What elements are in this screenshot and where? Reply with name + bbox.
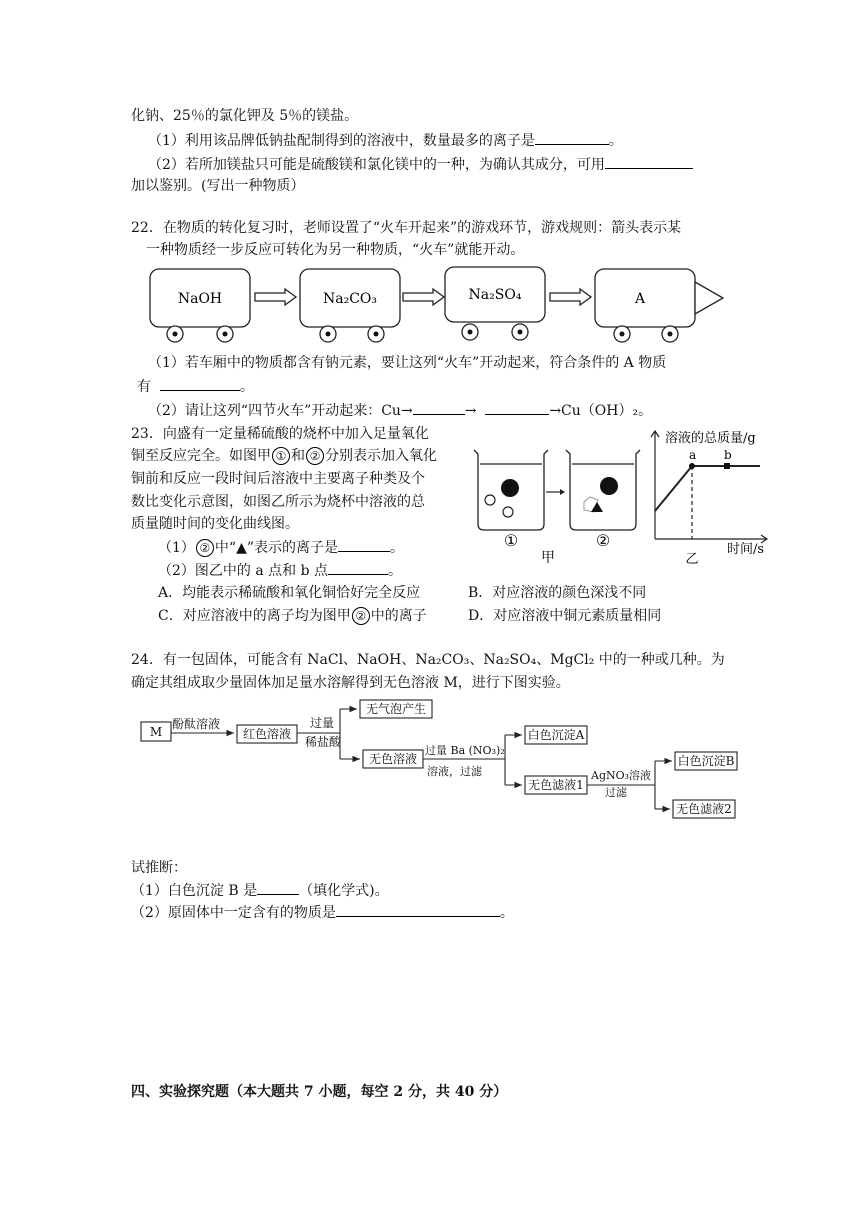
q22-part1: （1）若车厢中的物质都含有钠元素，要让这列“火车”开动起来，符合条件的 A 物质	[148, 355, 667, 371]
car-label-3: Na₂SO₄	[468, 287, 522, 303]
point-b	[724, 463, 730, 469]
figure-caption-jia: 甲	[541, 550, 555, 566]
q23-option-a: A．均能表示稀硫酸和氧化铜恰好完全反应	[158, 585, 421, 601]
q23-stem-line5: 质量随时间的变化曲线图。	[131, 516, 299, 532]
mass-curve	[655, 466, 760, 511]
point-b-label: b	[724, 448, 732, 462]
q24-stem-line2: 确定其组成取少量固体加足量水溶解得到无色溶液 M，进行下图实验。	[131, 675, 570, 691]
label-agno3: AgNO₃溶液	[591, 769, 652, 782]
mass-time-chart	[645, 423, 775, 568]
train-arrow-1	[255, 289, 296, 305]
ion-large-dark	[501, 479, 519, 497]
q23-option-b: B．对应溶液的颜色深浅不同	[468, 585, 647, 601]
q22-stem-line2: 一种物质经一步反应可转化为另一种物质，“火车”就能开动。	[146, 242, 525, 258]
q24-part1-end: （填化学式)。	[299, 883, 389, 899]
circle-num-2: ②	[306, 447, 324, 465]
label-m: M	[149, 725, 163, 739]
q23-part1	[158, 537, 404, 558]
arrow-head	[560, 489, 565, 495]
beaker-figure	[466, 440, 646, 570]
q21-part1	[148, 130, 623, 151]
point-a	[689, 463, 695, 469]
q22-part2-blank1	[413, 400, 465, 415]
section-4-heading: 四、实验探究题（本大题共 7 小题，每空 2 分，共 40 分）	[131, 1084, 508, 1100]
beaker-label-1: ①	[503, 531, 519, 550]
q23-part1-text: 中“▲”表示的离子是	[214, 540, 339, 556]
q21-part2-cont: 加以鉴别。(写出一种物质）	[131, 178, 305, 194]
q23-option-c-pre: C．对应溶液中的离子均为图甲	[158, 608, 351, 624]
label-red-solution: 红色溶液	[242, 727, 292, 741]
q22-stem-line1: 22．在物质的转化复习时，老师设置了“火车开起来”的游戏环节，游戏规则：箭头表示某	[131, 220, 682, 236]
q23-part2-blank	[328, 560, 388, 575]
q22-part2-blank2	[485, 400, 549, 415]
q22-part1-blank	[160, 376, 240, 391]
q22-part1-has: 有	[137, 379, 151, 395]
label-filtrate-1: 无色滤液1	[528, 778, 584, 792]
q23-stem-text: 铜至反应完全。如图甲	[131, 448, 271, 464]
q21-intro-line: 化钠、25％的氯化钾及 5％的镁盐。	[131, 108, 359, 124]
label-dilute-hcl: 稀盐酸	[305, 735, 342, 749]
q23-stem-text: 和	[291, 448, 305, 464]
q24-part1	[131, 880, 389, 901]
q24-part2	[131, 902, 514, 923]
label-white-ppt-a: 白色沉淀A	[527, 728, 585, 742]
q23-part1-blank	[338, 537, 390, 552]
q21-part2-blank	[605, 154, 693, 169]
q24-stem-line1: 24．有一包固体，可能含有 NaCl、NaOH、Na₂CO₃、Na₂SO₄、MgCl₂ 中的一种或几种。为	[131, 652, 725, 668]
q22-part2-arrow: →	[464, 403, 477, 419]
q23-stem-line4: 数比变化示意图，如图乙所示为烧杯中溶液的总	[131, 494, 425, 510]
circle-num-2: ②	[196, 539, 214, 557]
triangle-ion-icon	[591, 502, 603, 512]
ion-large-dark	[600, 477, 618, 495]
q23-part1-end: 。	[390, 540, 405, 556]
q21-part1-end: 。	[608, 133, 623, 149]
q23-part1-pre: （1）	[158, 540, 195, 556]
q23-stem-line3: 铜前和反应一段时间后溶液中主要离子种类及个	[131, 471, 425, 487]
q24-part2-end: 。	[499, 905, 514, 921]
q22-part1-end: 。	[239, 379, 254, 395]
q22-part2-pre: （2）请让这列“四节火车”开动起来：Cu→	[148, 403, 413, 419]
q22-part2-post: →Cu（OH）₂。	[549, 403, 653, 419]
q22-part2	[148, 400, 652, 421]
q21-part1-text: （1）利用该品牌低钠盐配制得到的溶液中，数量最多的离子是	[148, 133, 535, 149]
q23-stem-text: 分别表示加入氧化	[325, 448, 437, 464]
q24-infer: 试推断：	[131, 860, 187, 876]
car-label-2: Na₂CO₃	[322, 291, 378, 307]
label-white-ppt-b: 白色沉淀B	[677, 754, 735, 768]
q21-part1-blank	[535, 130, 609, 145]
label-filtrate-2: 无色滤液2	[676, 802, 732, 816]
train-head	[695, 282, 723, 314]
q21-part2-text: （2）若所加镁盐只可能是硫酸镁和氯化镁中的一种，为确认其成分，可用	[148, 157, 605, 173]
q23-part2-text: （2）图乙中的 a 点和 b 点	[158, 563, 329, 579]
q24-part2-blank	[336, 902, 500, 917]
q23-stem-line1: 23．向盛有一定量稀硫酸的烧杯中加入足量氧化	[131, 426, 429, 442]
q24-part1-blank	[257, 880, 299, 895]
q23-part2-end: 。	[388, 563, 403, 579]
q24-part2-text: （2）原固体中一定含有的物质是	[131, 905, 336, 921]
q23-option-c-post: 中的离子	[370, 608, 427, 624]
point-a-label: a	[689, 448, 697, 462]
label-filter: 过滤	[605, 786, 627, 799]
q22-part1-cont	[137, 376, 254, 397]
figure-caption-yi: 乙	[685, 552, 699, 567]
train-arrow-2	[403, 289, 444, 305]
label-dissolve-filter: 溶液，过滤	[427, 765, 482, 778]
label-excess: 过量	[310, 716, 335, 730]
y-axis-label: 溶液的总质量/g	[665, 431, 756, 446]
car-label-1: NaOH	[177, 291, 223, 307]
q24-part1-text: （1）白色沉淀 B 是	[131, 883, 258, 899]
circle-num-1: ①	[272, 447, 290, 465]
label-phenolphthalein: 酚酞溶液	[172, 717, 221, 731]
label-no-gas: 无气泡产生	[365, 702, 427, 716]
x-axis-label: 时间/s	[727, 542, 765, 557]
q23-stem-line2	[131, 446, 437, 466]
q23-option-c	[158, 606, 427, 626]
train-diagram	[140, 262, 740, 352]
ion-small-open	[485, 495, 495, 505]
label-colorless-solution: 无色溶液	[368, 752, 418, 766]
q21-part2	[148, 154, 693, 175]
label-ba-nitrate: 过量 Ba (NO₃)₂	[425, 744, 505, 757]
q23-option-d: D．对应溶液中铜元素质量相同	[468, 608, 662, 624]
experiment-flowchart	[135, 695, 745, 825]
beaker-label-2: ②	[595, 531, 611, 550]
circle-num-2: ②	[352, 607, 370, 625]
train-arrow-3	[550, 289, 591, 305]
q23-part2	[158, 560, 402, 581]
ion-small-open	[503, 507, 513, 517]
car-label-4: A	[634, 291, 646, 307]
